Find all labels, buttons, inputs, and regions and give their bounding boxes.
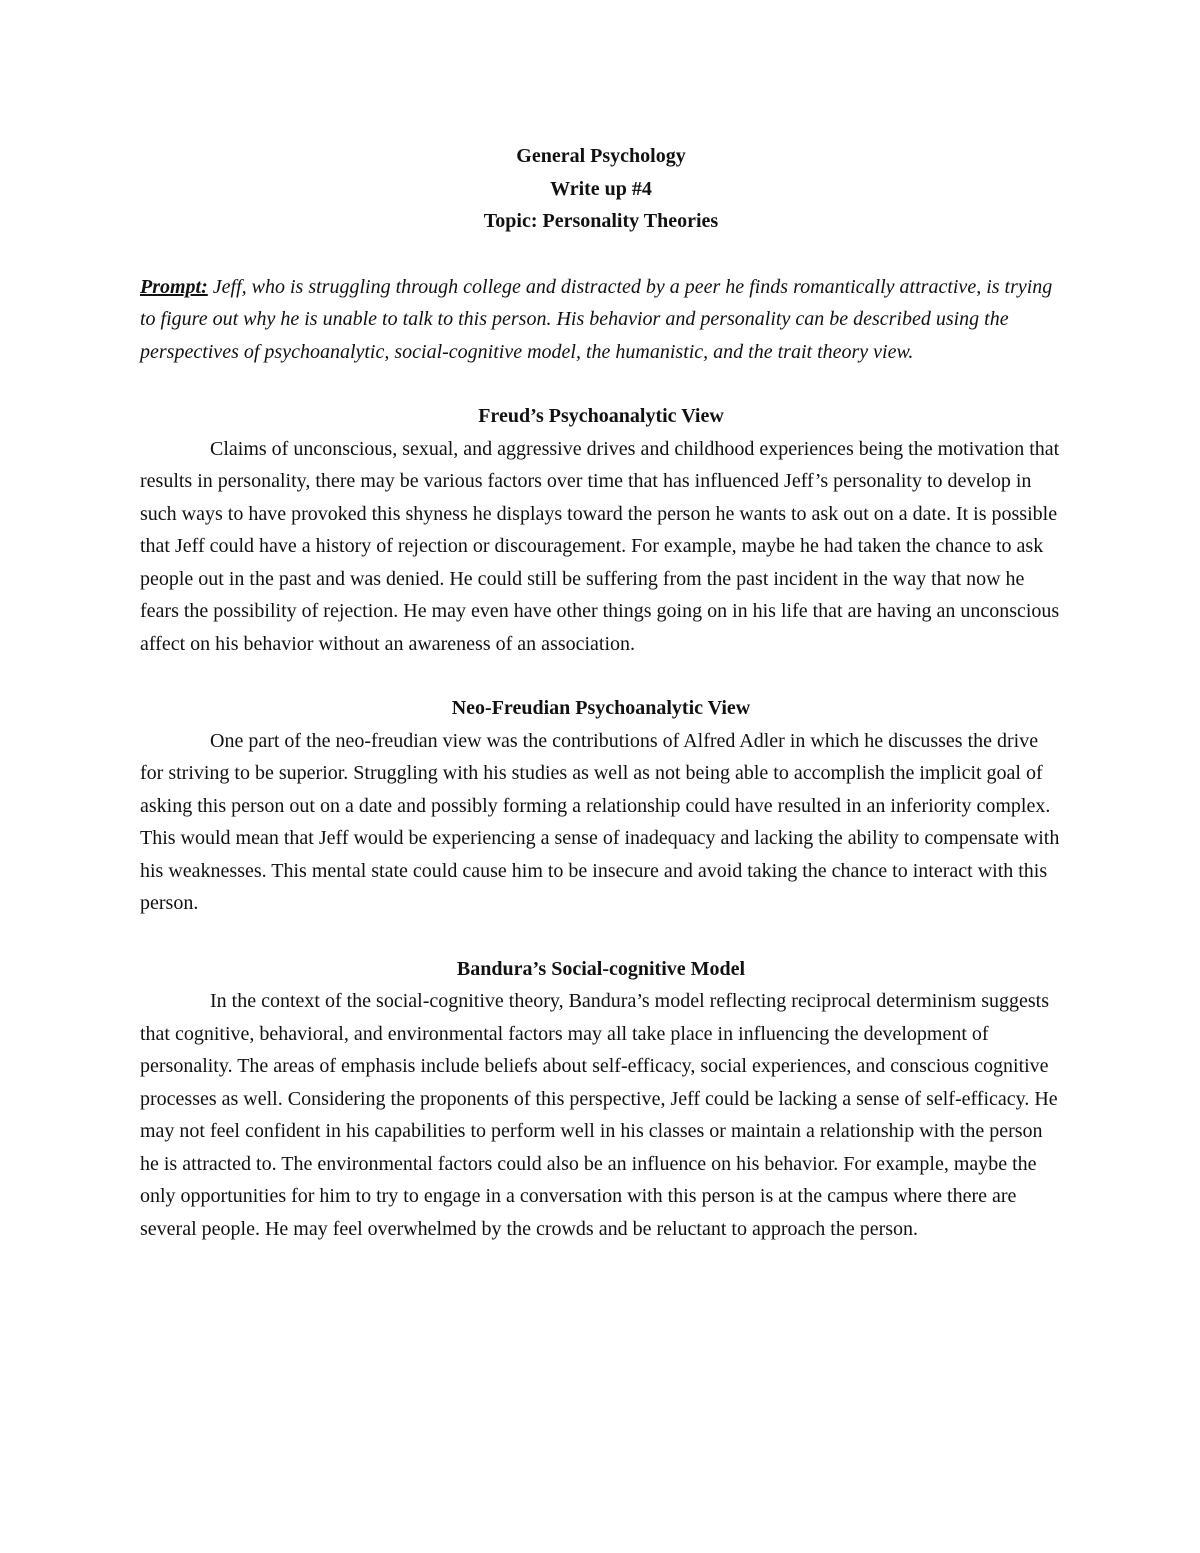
section-body: Claims of unconscious, sexual, and aggressive drives and childhood experiences being the motivation that results in personality, there may be various factors over time that has influenced Jeff’s personality to develop in such ways to have provoked this shyness he displays toward the person he wants to ask out on a date. It is possible that Jeff could have a history of rejection or discouragement. For example, maybe he had taken the chance to ask people out in the past and was denied. He could still be suffering from the past incident in the way that now he fears the possibility of rejection. He may even have other things going on in his life that are having an unconscious affect on his behavior without an awareness of an association. [140, 437, 1060, 655]
section-body: One part of the neo-freudian view was the contributions of Alfred Adler in which he discusses the drive for striving to be superior. Struggling with his studies as well as not being able to accomplish the implicit goal of asking this person out on a date and possibly forming a relationship could have resulted in an inferiority complex. This would mean that Jeff would be experiencing a sense of inadequacy and lacking the ability to compensate with his weaknesses. This mental state could cause him to be insecure and avoid taking the chance to interact with this person. [140, 729, 1060, 914]
prompt-paragraph [140, 271, 1062, 369]
section-freud [140, 400, 1062, 660]
prompt-label: Prompt: [140, 275, 208, 298]
prompt-text: Jeff, who is struggling through college and distracted by a peer he finds romantically attractive, is trying to figure out why he is unable to talk to this person. His behavior and personality can be described using the perspectives of psychoanalytic, social-cognitive model, the humanistic, and the trait theory view. [140, 275, 1053, 363]
section-bandura [140, 953, 1062, 1246]
section-body: In the context of the social-cognitive theory, Bandura’s model reflecting reciprocal determinism suggests that cognitive, behavioral, and environmental factors may all take place in influencing the development of personality. The areas of emphasis include beliefs about self-efficacy, social experiences, and conscious cognitive processes as well. Considering the proponents of this perspective, Jeff could be lacking a sense of self-efficacy. He may not feel confident in his capabilities to perform well in his classes or maintain a relationship with the person he is attracted to. The environmental factors could also be an influence on his behavior. For example, maybe the only opportunities for him to try to engage in a conversation with this person is at the campus where there are several people. He may feel overwhelmed by the crowds and be reluctant to approach the person. [140, 990, 1058, 1240]
section-heading: Bandura’s Social-cognitive Model [456, 957, 746, 980]
title-block [140, 140, 1062, 238]
assignment-title: Write up #4 [550, 177, 652, 200]
course-title: General Psychology [516, 145, 686, 167]
section-neo-freudian [140, 692, 1062, 920]
section-heading: Freud’s Psychoanalytic View [478, 405, 724, 427]
document-page [140, 140, 1062, 1245]
section-heading: Neo-Freudian Psychoanalytic View [451, 697, 751, 719]
topic-title: Topic: Personality Theories [483, 210, 719, 232]
